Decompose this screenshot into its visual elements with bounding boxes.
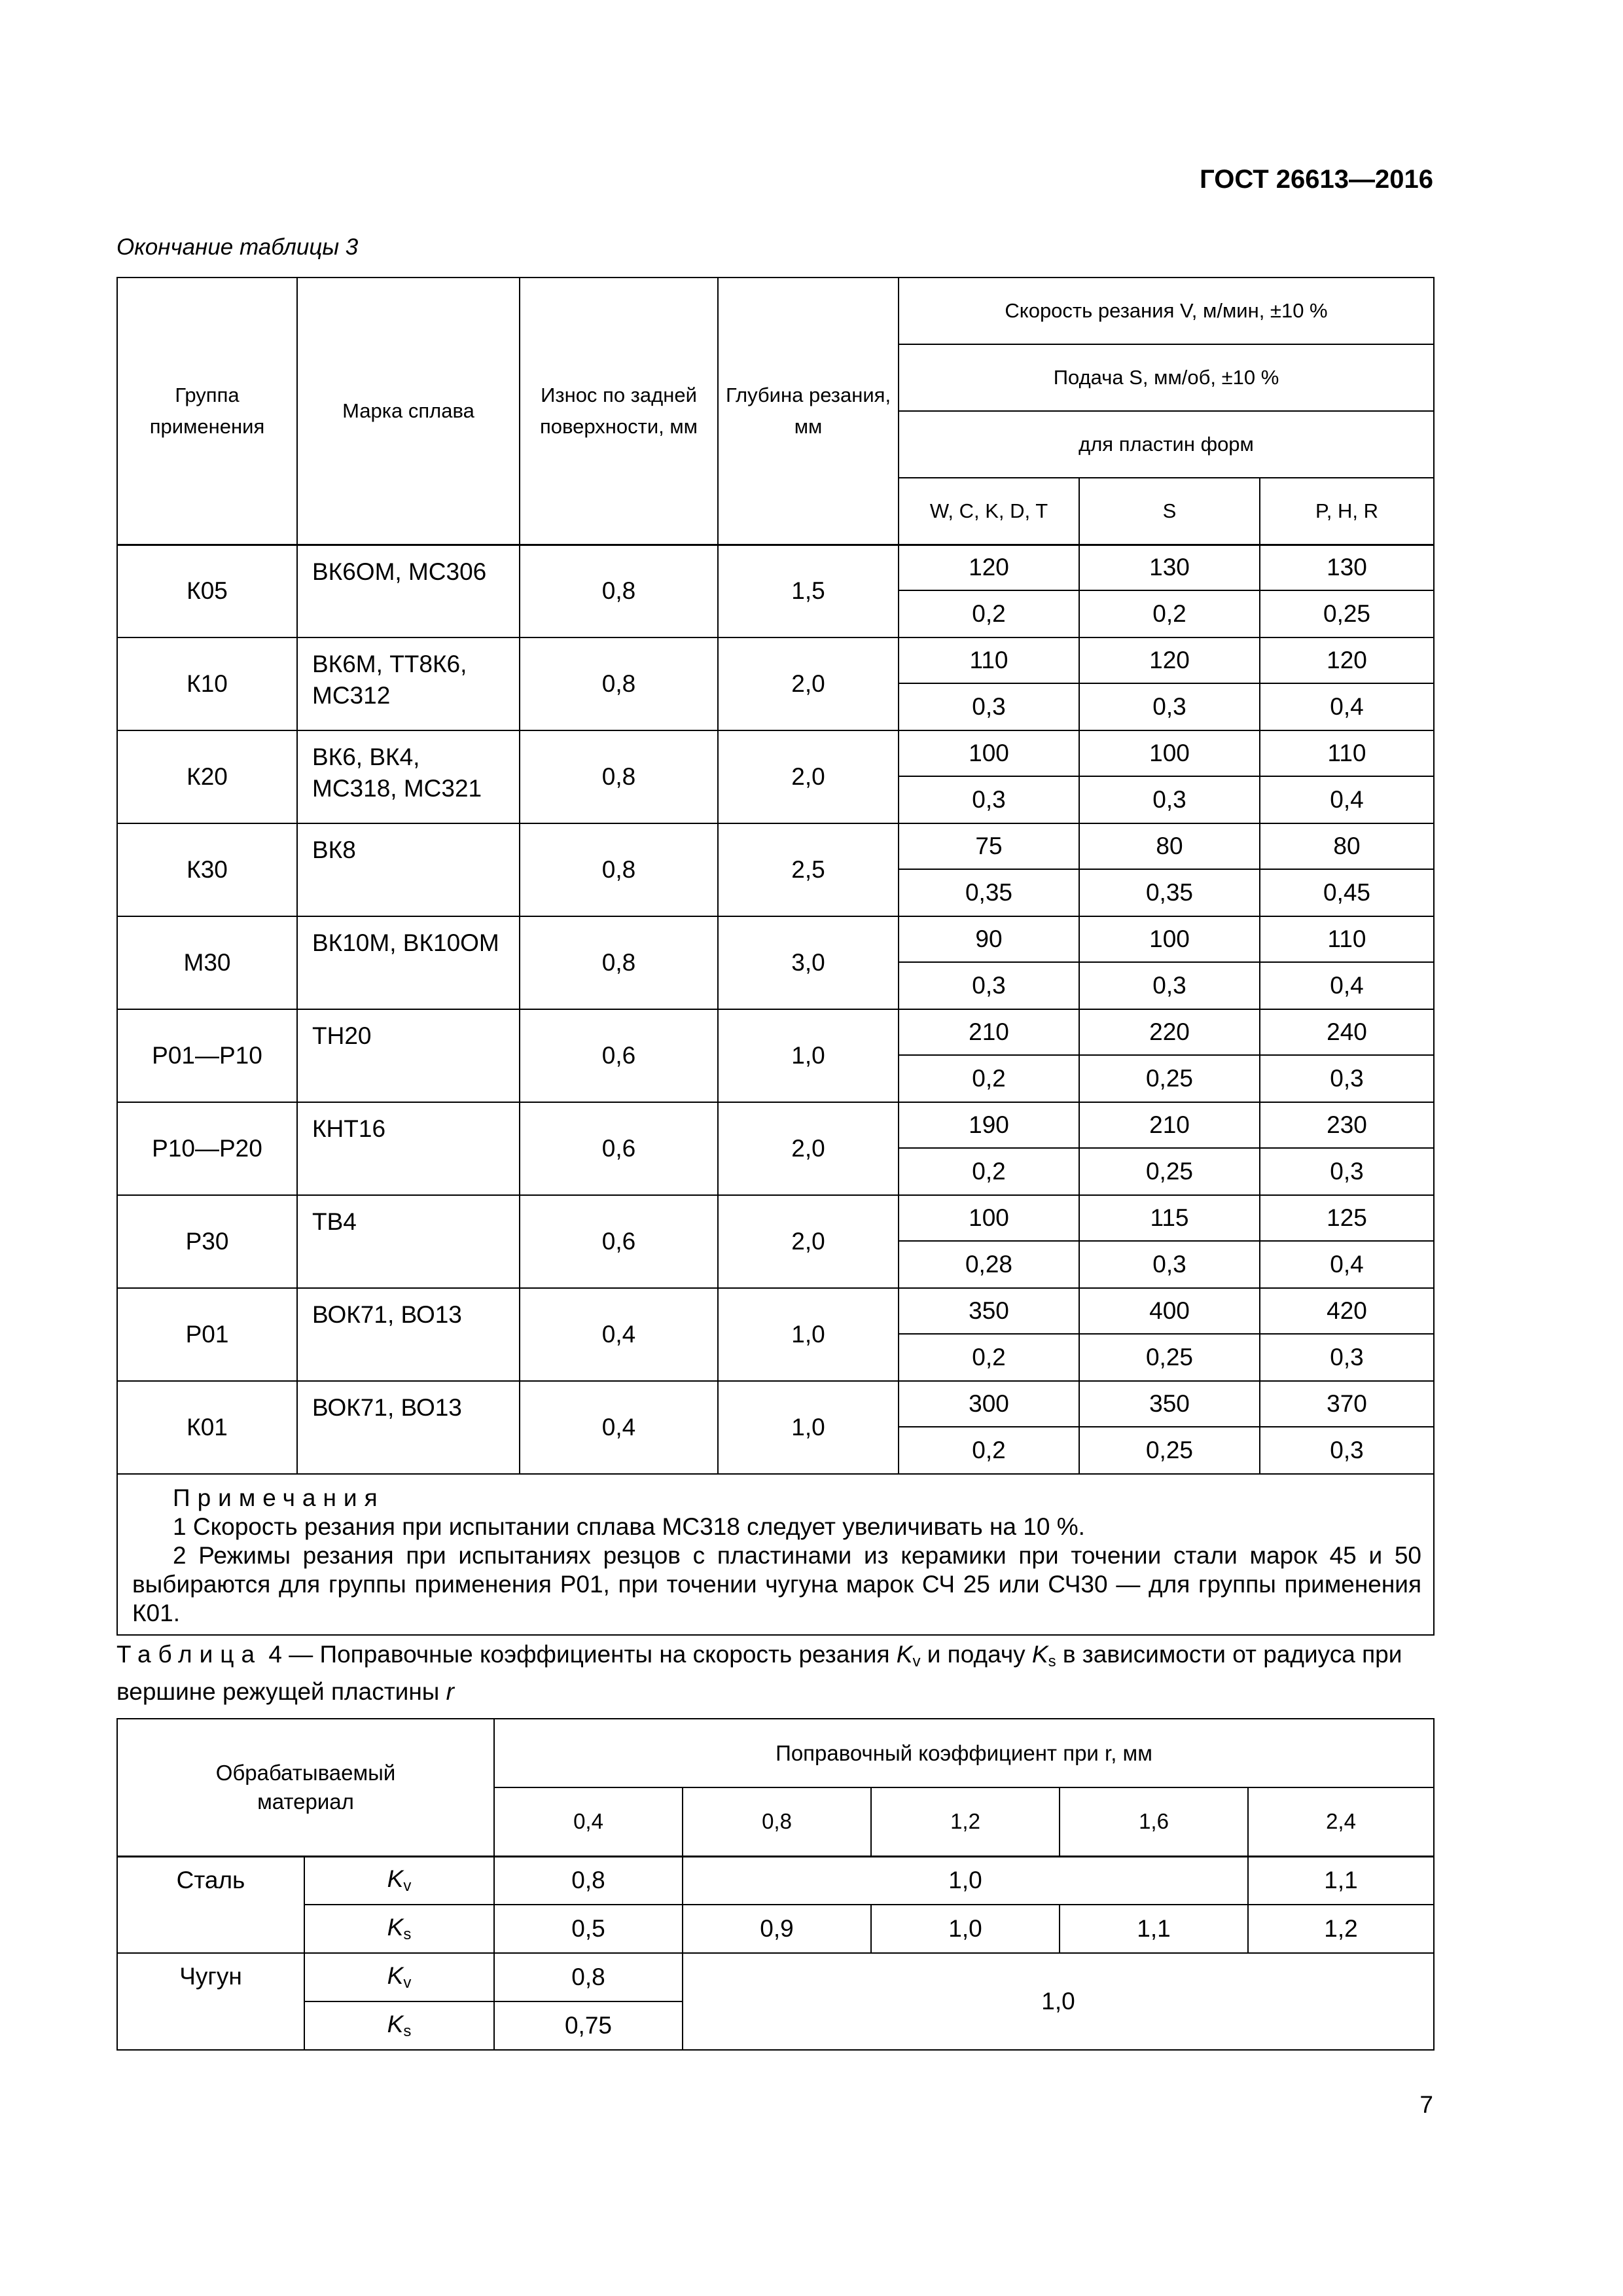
- t4-ks-label: $K_s$: [304, 2001, 494, 2050]
- table4-caption: [116, 1640, 1433, 1707]
- table-row: [117, 916, 1434, 962]
- table-3: [116, 277, 1435, 1636]
- feed-cell: 0,2: [899, 1055, 1079, 1102]
- speed-cell: 80: [1079, 823, 1260, 869]
- t4-cell: 1,1: [1248, 1856, 1434, 1905]
- feed-cell: 0,2: [899, 1427, 1079, 1474]
- t4-radius: 0,4: [494, 1787, 683, 1856]
- speed-cell: 130: [1260, 545, 1434, 590]
- header-alloy: Марка сплава: [297, 278, 520, 545]
- speed-cell: 125: [1260, 1195, 1434, 1241]
- depth-cell: 2,0: [718, 730, 899, 823]
- table-row: [117, 637, 1434, 683]
- depth-cell: 2,0: [718, 637, 899, 730]
- feed-cell: 0,25: [1079, 1055, 1260, 1102]
- t4-cell: 1,1: [1060, 1905, 1248, 1953]
- feed-cell: 0,28: [899, 1241, 1079, 1288]
- t4-cell-merged: 1,0: [683, 1953, 1434, 2050]
- feed-cell: 0,45: [1260, 869, 1434, 916]
- depth-cell: 1,0: [718, 1009, 899, 1102]
- feed-cell: 0,3: [1079, 1241, 1260, 1288]
- speed-cell: 210: [1079, 1102, 1260, 1148]
- caption-k: K: [896, 1641, 913, 1668]
- header-feed: Подача S, мм/об, ±10 %: [899, 344, 1434, 411]
- t4-material-steel: Сталь: [117, 1856, 304, 1953]
- header-wear: Износ по задней поверхности, мм: [520, 278, 718, 545]
- t4-cell: 1,2: [1248, 1905, 1434, 1953]
- wear-cell: 0,8: [520, 823, 718, 916]
- group-cell: Р10—Р20: [117, 1102, 297, 1195]
- caption-number: 4: [268, 1641, 282, 1668]
- depth-cell: 1,5: [718, 545, 899, 637]
- speed-cell: 110: [899, 637, 1079, 683]
- group-cell: М30: [117, 916, 297, 1009]
- caption-label: Таблица: [116, 1641, 262, 1668]
- page-number: 7: [1419, 2091, 1433, 2118]
- caption-part3: в зависимости от радиуса при вершине режущей пластины: [116, 1641, 1402, 1705]
- table-row: [117, 545, 1434, 590]
- wear-cell: 0,8: [520, 916, 718, 1009]
- alloy-cell: ВК6М, ТТ8К6, МС312: [297, 637, 520, 730]
- feed-cell: 0,4: [1260, 776, 1434, 823]
- depth-cell: 1,0: [718, 1381, 899, 1474]
- group-cell: К20: [117, 730, 297, 823]
- feed-cell: 0,3: [1260, 1334, 1434, 1381]
- alloy-cell: ТВ4: [297, 1195, 520, 1288]
- speed-cell: 100: [1079, 916, 1260, 962]
- feed-cell: 0,35: [899, 869, 1079, 916]
- speed-cell: 400: [1079, 1288, 1260, 1334]
- table-row: [117, 823, 1434, 869]
- t4-radius: 0,8: [683, 1787, 871, 1856]
- caption-part1: — Поправочные коэффициенты на скорость резания: [289, 1641, 890, 1668]
- feed-cell: 0,2: [899, 590, 1079, 637]
- speed-cell: 100: [899, 730, 1079, 776]
- speed-cell: 120: [1260, 637, 1434, 683]
- speed-cell: 370: [1260, 1381, 1434, 1427]
- t4-cell: 1,0: [683, 1856, 1248, 1905]
- wear-cell: 0,8: [520, 545, 718, 637]
- feed-cell: 0,3: [899, 962, 1079, 1009]
- t4-kv-label: $K_v$: [304, 1856, 494, 1905]
- alloy-cell: ВОК71, ВО13: [297, 1381, 520, 1474]
- t4-cell: 0,8: [494, 1856, 683, 1905]
- group-cell: Р01: [117, 1288, 297, 1381]
- speed-cell: 120: [1079, 637, 1260, 683]
- group-cell: К30: [117, 823, 297, 916]
- header-group: Группа применения: [117, 278, 297, 545]
- table3-notes: [117, 1474, 1434, 1635]
- t4-header-material: Обрабатываемый материал: [117, 1719, 494, 1856]
- speed-cell: 130: [1079, 545, 1260, 590]
- caption-k: K: [1031, 1641, 1048, 1668]
- t4-kv-label: $K_v$: [304, 1953, 494, 2001]
- table3-subtitle: Окончание таблицы 3: [116, 234, 359, 260]
- depth-cell: 2,5: [718, 823, 899, 916]
- feed-cell: 0,4: [1260, 1241, 1434, 1288]
- caption-part2: и подачу: [927, 1641, 1026, 1668]
- speed-cell: 230: [1260, 1102, 1434, 1148]
- feed-cell: 0,3: [1079, 776, 1260, 823]
- wear-cell: 0,6: [520, 1102, 718, 1195]
- feed-cell: 0,3: [1079, 683, 1260, 730]
- feed-cell: 0,3: [1260, 1427, 1434, 1474]
- t4-cell: 0,5: [494, 1905, 683, 1953]
- speed-cell: 120: [899, 545, 1079, 590]
- table-4: [116, 1718, 1435, 2051]
- feed-cell: 0,25: [1079, 1148, 1260, 1195]
- alloy-cell: ВК10М, ВК10ОМ: [297, 916, 520, 1009]
- speed-cell: 350: [899, 1288, 1079, 1334]
- note-2: 2 Режимы резания при испытаниях резцов с пластинами из керамики при точении стали марок 45 и 50 выбираются для группы применения Р01, при точении чугуна марок СЧ 25 или СЧ30 — для группы применения К01.: [132, 1542, 1422, 1626]
- speed-cell: 210: [899, 1009, 1079, 1055]
- speed-cell: 350: [1079, 1381, 1260, 1427]
- feed-cell: 0,2: [899, 1148, 1079, 1195]
- alloy-cell: ВК6ОМ, МС306: [297, 545, 520, 637]
- feed-cell: 0,3: [899, 683, 1079, 730]
- alloy-cell: ВОК71, ВО13: [297, 1288, 520, 1381]
- wear-cell: 0,8: [520, 637, 718, 730]
- t4-cell: 0,75: [494, 2001, 683, 2050]
- alloy-cell: ВК6, ВК4, МС318, МС321: [297, 730, 520, 823]
- caption-sub-v: v: [912, 1653, 921, 1670]
- feed-cell: 0,3: [1260, 1148, 1434, 1195]
- speed-cell: 75: [899, 823, 1079, 869]
- speed-cell: 190: [899, 1102, 1079, 1148]
- feed-cell: 0,4: [1260, 683, 1434, 730]
- t4-material-cast-iron: Чугун: [117, 1953, 304, 2050]
- t4-radius: 1,6: [1060, 1787, 1248, 1856]
- wear-cell: 0,6: [520, 1009, 718, 1102]
- group-cell: Р01—Р10: [117, 1009, 297, 1102]
- speed-cell: 110: [1260, 916, 1434, 962]
- feed-cell: 0,25: [1079, 1427, 1260, 1474]
- wear-cell: 0,8: [520, 730, 718, 823]
- speed-cell: 110: [1260, 730, 1434, 776]
- speed-cell: 100: [899, 1195, 1079, 1241]
- table-row: [117, 1195, 1434, 1241]
- speed-cell: 240: [1260, 1009, 1434, 1055]
- t4-cell: 0,8: [494, 1953, 683, 2001]
- t4-cell: 1,0: [871, 1905, 1060, 1953]
- feed-cell: 0,3: [1260, 1055, 1434, 1102]
- alloy-cell: ВК8: [297, 823, 520, 916]
- wear-cell: 0,4: [520, 1288, 718, 1381]
- t4-cell: 0,9: [683, 1905, 871, 1953]
- t4-radius: 1,2: [871, 1787, 1060, 1856]
- feed-cell: 0,35: [1079, 869, 1260, 916]
- caption-r: r: [446, 1678, 454, 1705]
- speed-cell: 220: [1079, 1009, 1260, 1055]
- wear-cell: 0,6: [520, 1195, 718, 1288]
- speed-cell: 420: [1260, 1288, 1434, 1334]
- header-form-s: S: [1079, 478, 1260, 545]
- feed-cell: 0,4: [1260, 962, 1434, 1009]
- notes-title: Примечания: [173, 1484, 385, 1511]
- group-cell: К01: [117, 1381, 297, 1474]
- feed-cell: 0,2: [1079, 590, 1260, 637]
- depth-cell: 1,0: [718, 1288, 899, 1381]
- header-form-wckdt: W, C, K, D, T: [899, 478, 1079, 545]
- speed-cell: 115: [1079, 1195, 1260, 1241]
- speed-cell: 80: [1260, 823, 1434, 869]
- feed-cell: 0,2: [899, 1334, 1079, 1381]
- depth-cell: 3,0: [718, 916, 899, 1009]
- group-cell: Р30: [117, 1195, 297, 1288]
- speed-cell: 300: [899, 1381, 1079, 1427]
- feed-cell: 0,3: [899, 776, 1079, 823]
- note-1: 1 Скорость резания при испытании сплава МС318 следует увеличивать на 10 %.: [173, 1513, 1085, 1540]
- group-cell: К05: [117, 545, 297, 637]
- table-row: [117, 1288, 1434, 1334]
- t4-radius: 2,4: [1248, 1787, 1434, 1856]
- table-row: [117, 1009, 1434, 1055]
- header-forms: для пластин форм: [899, 411, 1434, 478]
- speed-cell: 90: [899, 916, 1079, 962]
- caption-sub-s: s: [1048, 1653, 1056, 1670]
- header-speed: Скорость резания V, м/мин, ±10 %: [899, 278, 1434, 344]
- header-form-phr: P, H, R: [1260, 478, 1434, 545]
- document-header: ГОСТ 26613—2016: [1200, 165, 1433, 194]
- table-row: [117, 730, 1434, 776]
- table-row: [117, 1381, 1434, 1427]
- t4-ks-label: $K_s$: [304, 1905, 494, 1953]
- feed-cell: 0,3: [1079, 962, 1260, 1009]
- depth-cell: 2,0: [718, 1195, 899, 1288]
- alloy-cell: ТН20: [297, 1009, 520, 1102]
- feed-cell: 0,25: [1260, 590, 1434, 637]
- group-cell: К10: [117, 637, 297, 730]
- depth-cell: 2,0: [718, 1102, 899, 1195]
- wear-cell: 0,4: [520, 1381, 718, 1474]
- table-row: [117, 1102, 1434, 1148]
- t4-header-coef: Поправочный коэффициент при r, мм: [494, 1719, 1434, 1787]
- feed-cell: 0,25: [1079, 1334, 1260, 1381]
- alloy-cell: КНТ16: [297, 1102, 520, 1195]
- header-depth: Глубина резания, мм: [718, 278, 899, 545]
- speed-cell: 100: [1079, 730, 1260, 776]
